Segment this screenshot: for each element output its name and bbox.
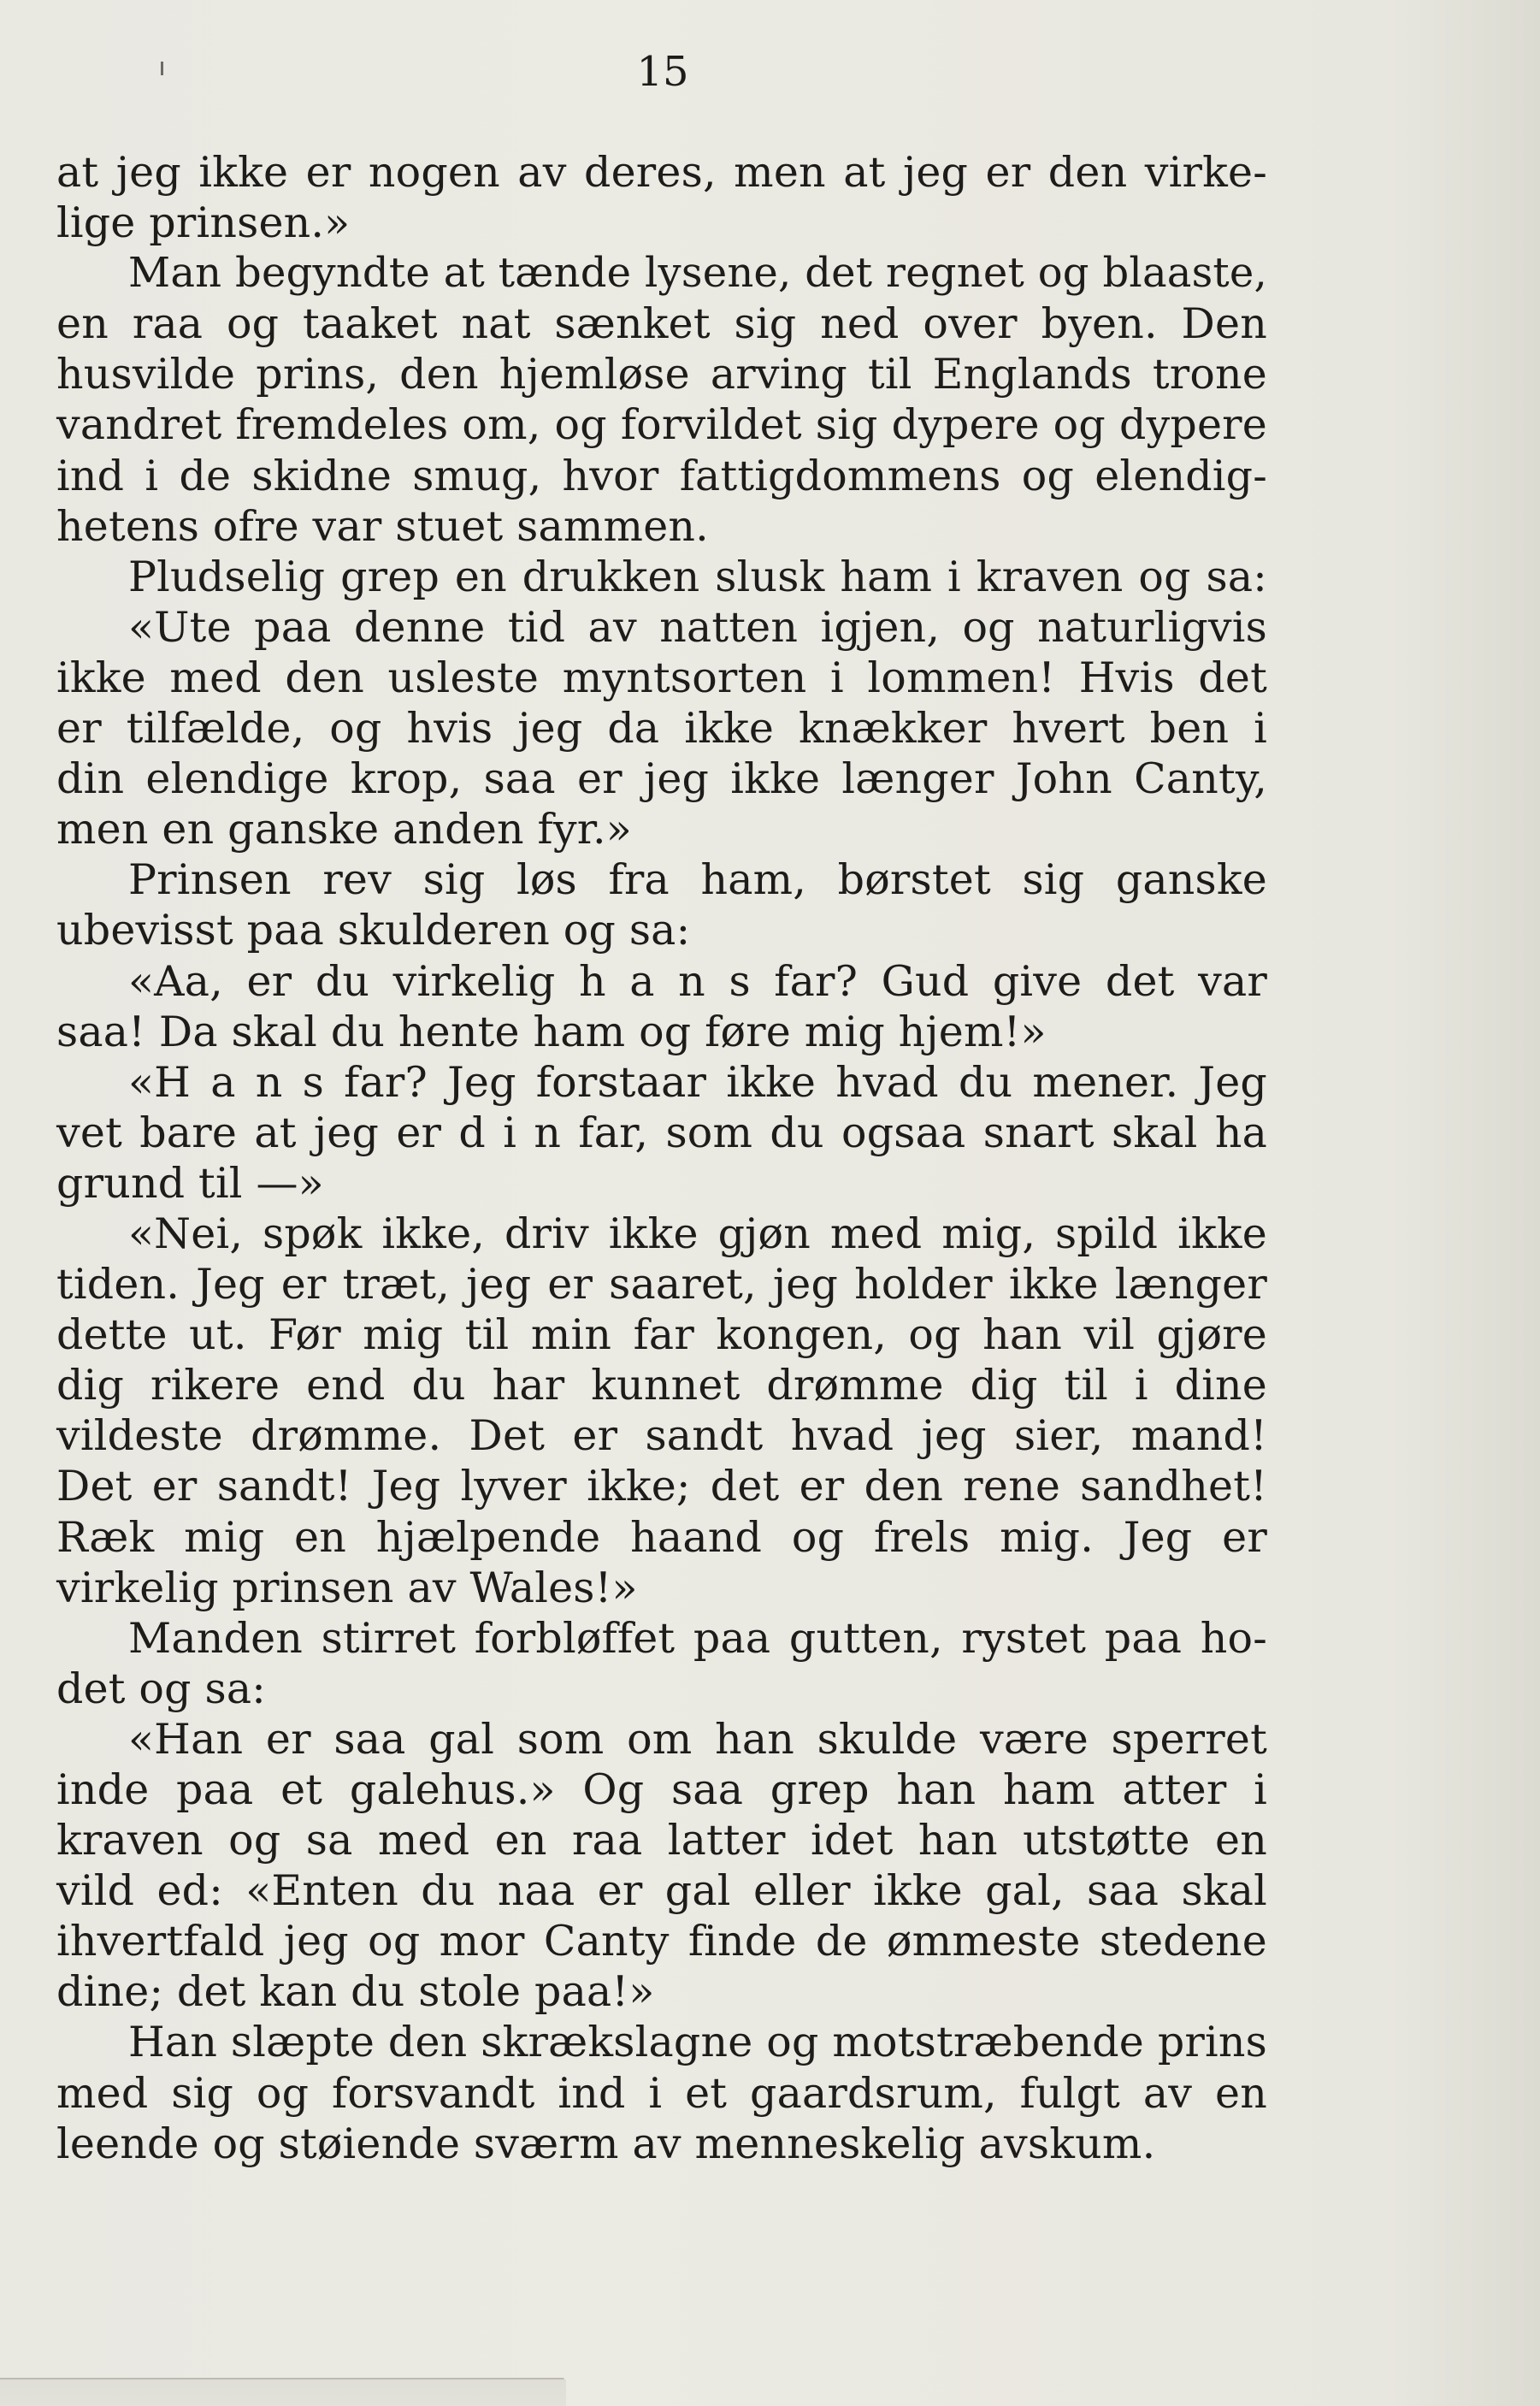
text-line: tiden. Jeg er træt, jeg er saaret, jeg holder ikke længer [56, 1260, 1267, 1309]
text-line: vildeste drømme. Det er sandt hvad jeg sier, mand! [56, 1411, 1267, 1461]
text-line: ind i de skidne smug, hvor fattigdommens og elendig- [56, 451, 1267, 500]
text-line: Det er sandt! Jeg lyver ikke; det er den rene sandhet! [56, 1462, 1267, 1511]
text-line: at jeg ikke er nogen av deres, men at jeg er den virke- [56, 148, 1267, 197]
text-line: vet bare at jeg er d i n far, som du ogsaa snart skal ha [56, 1108, 1267, 1157]
text-line: ikke med den usleste myntsorten i lommen! Hvis det [56, 653, 1267, 702]
text-line: lige prinsen.» [56, 198, 351, 248]
text-line: Manden stirret forbløffet paa gutten, rystet paa ho- [128, 1613, 1267, 1663]
body-text [56, 147, 1267, 2169]
text-line: din elendige krop, saa er jeg ikke længer John Canty, [56, 754, 1267, 804]
text-line: saa! Da skal du hente ham og føre mig hjem!» [56, 1007, 1047, 1056]
text-line: hetens ofre var stuet sammen. [56, 501, 709, 551]
text-line: «Han er saa gal som om han skulde være sperret [128, 1714, 1267, 1764]
text-line: grund til —» [56, 1158, 324, 1208]
text-line: Han slæpte den skrækslagne og motstræbende prins [128, 2018, 1267, 2067]
page-number: 15 [636, 48, 689, 96]
text-line: vild ed: «Enten du naa er gal eller ikke gal, saa skal [56, 1866, 1267, 1916]
text-line: Man begyndte at tænde lysene, det regnet og blaaste, [128, 249, 1267, 298]
text-line: er tilfælde, og hvis jeg da ikke knækker hvert ben i [56, 704, 1267, 754]
text-line: «Ute paa denne tid av natten igjen, og naturligvis [128, 602, 1267, 652]
text-line: men en ganske anden fyr.» [56, 805, 632, 854]
text-line: Prinsen rev sig løs fra ham, børstet sig ganske [128, 855, 1267, 905]
text-line: en raa og taaket nat sænket sig ned over byen. Den [56, 299, 1267, 349]
margin-mark [161, 62, 163, 75]
text-line: Ræk mig en hjælpende haand og frels mig. Jeg er [56, 1512, 1267, 1562]
text-line: Pludselig grep en drukken slusk ham i kraven og sa: [128, 552, 1267, 601]
text-line: med sig og forsvandt ind i et gaardsrum, fulgt av en [56, 2068, 1267, 2118]
text-line: «Aa, er du virkelig h a n s far? Gud give det var [128, 956, 1267, 1006]
text-line: dette ut. Før mig til min far kongen, og han vil gjøre [56, 1310, 1267, 1360]
text-line: ihvertfald jeg og mor Canty finde de ømmeste stedene [56, 1917, 1267, 1966]
page-fold-line [0, 2378, 564, 2379]
text-line: vandret fremdeles om, og forvildet sig dypere og dypere [56, 400, 1267, 450]
text-line: «Nei, spøk ikke, driv ikke gjøn med mig, spild ikke [128, 1209, 1267, 1258]
text-line: leende og støiende sværm av menneskelig avskum. [56, 2119, 1156, 2168]
text-line: husvilde prins, den hjemløse arving til Englands trone [56, 350, 1267, 399]
text-line: ubevisst paa skulderen og sa: [56, 906, 691, 955]
page-bottom-edge [0, 2379, 566, 2406]
text-line: det og sa: [56, 1664, 266, 1713]
text-line: «H a n s far? Jeg forstaar ikke hvad du mener. Jeg [128, 1057, 1267, 1107]
text-line: kraven og sa med en raa latter idet han utstøtte en [56, 1816, 1267, 1865]
text-line: dine; det kan du stole paa!» [56, 1967, 655, 2017]
text-line: virkelig prinsen av Wales!» [56, 1563, 638, 1612]
text-line: dig rikere end du har kunnet drømme dig til i dine [56, 1361, 1267, 1410]
text-line: inde paa et galehus.» Og saa grep han ham atter i [56, 1765, 1267, 1814]
